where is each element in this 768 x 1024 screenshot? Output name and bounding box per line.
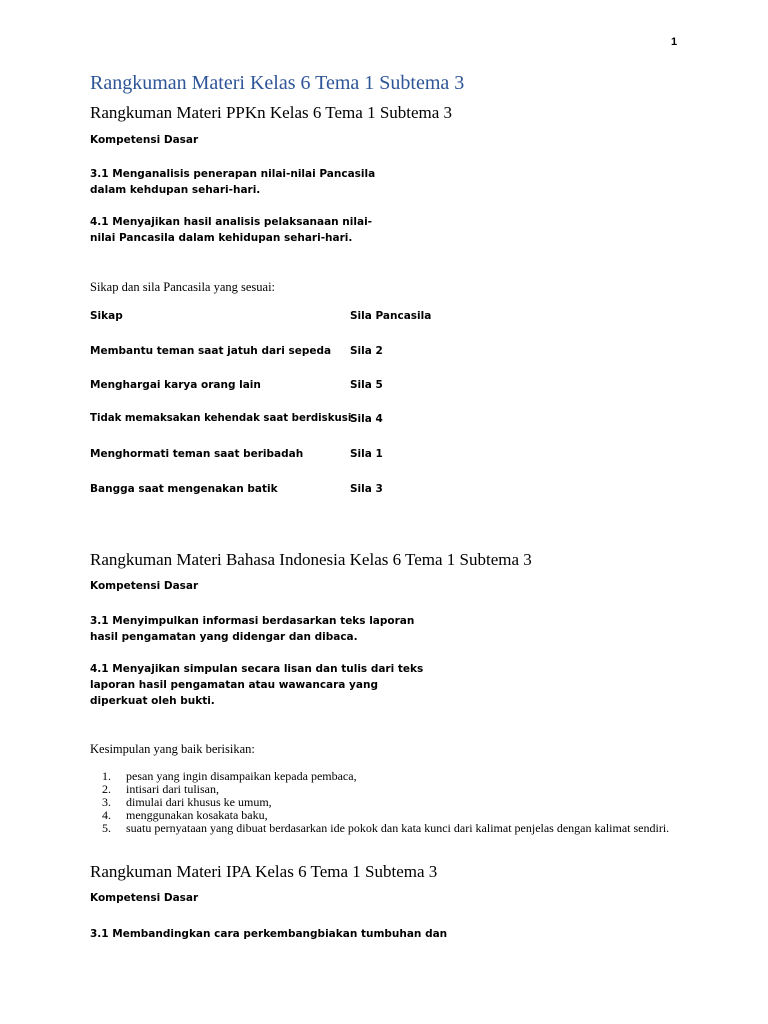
ipa-kd-label: Kompetensi Dasar [90, 892, 199, 904]
table-header-sikap: Sikap [90, 310, 123, 322]
bahasa-kd1: 3.1 Menyimpulkan informasi berdasarkan teks laporan hasil pengamatan yang didengar dan dibaca. [90, 615, 415, 643]
list-item: 4. menggunakan kosakata baku, [114, 809, 714, 822]
bahasa-kd-label: Kompetensi Dasar [90, 580, 199, 592]
ppkn-heading: Rangkuman Materi PPKn Kelas 6 Tema 1 Subtema 3 [90, 103, 453, 122]
list-item: 2. intisari dari tulisan, [114, 783, 714, 796]
table-cell-sikap: Tidak memaksakan kehendak saat berdiskusi [90, 413, 352, 424]
kesimpulan-list [90, 770, 714, 835]
table-cell-sikap: Menghormati teman saat beribadah [90, 448, 304, 460]
ppkn-kd1: 3.1 Menganalisis penerapan nilai-nilai Pancasila dalam kehdupan sehari-hari. [90, 168, 376, 196]
bahasa-heading: Rangkuman Materi Bahasa Indonesia Kelas 6 Tema 1 Subtema 3 [90, 550, 532, 569]
ppkn-intro: Sikap dan sila Pancasila yang sesuai: [90, 280, 276, 294]
page-number: 1 [671, 36, 678, 48]
ipa-heading: Rangkuman Materi IPA Kelas 6 Tema 1 Subtema 3 [90, 862, 438, 881]
document-title: Rangkuman Materi Kelas 6 Tema 1 Subtema 3 [90, 72, 465, 94]
bahasa-kd2: 4.1 Menyajikan simpulan secara lisan dan tulis dari teks laporan hasil pengamatan atau wawancara yang diperkuat oleh bukti. [90, 663, 424, 707]
table-cell-sila: Sila 1 [350, 448, 383, 460]
list-item: 1. pesan yang ingin disampaikan kepada pembaca, [114, 770, 714, 783]
table-header-sila: Sila Pancasila [350, 310, 432, 322]
ipa-kd1: 3.1 Membandingkan cara perkembangbiakan tumbuhan dan [90, 928, 448, 940]
table-cell-sila: Sila 4 [350, 413, 383, 425]
table-cell-sikap: Membantu teman saat jatuh dari sepeda [90, 345, 332, 357]
table-cell-sila: Sila 2 [350, 345, 383, 357]
table-cell-sikap: Menghargai karya orang lain [90, 379, 261, 391]
ppkn-kd2: 4.1 Menyajikan hasil analisis pelaksanaan nilai-nilai Pancasila dalam kehidupan sehari-hari. [90, 216, 373, 244]
table-cell-sila: Sila 5 [350, 379, 383, 391]
list-item: 5. suatu pernyataan yang dibuat berdasarkan ide pokok dan kata kunci dari kalimat penjelas dengan kalimat sendiri. [114, 822, 714, 835]
ppkn-kd-label: Kompetensi Dasar [90, 134, 199, 146]
table-cell-sila: Sila 3 [350, 483, 383, 495]
list-item: 3. dimulai dari khusus ke umum, [114, 796, 714, 809]
bahasa-intro: Kesimpulan yang baik berisikan: [90, 742, 255, 756]
table-cell-sikap: Bangga saat mengenakan batik [90, 483, 278, 495]
